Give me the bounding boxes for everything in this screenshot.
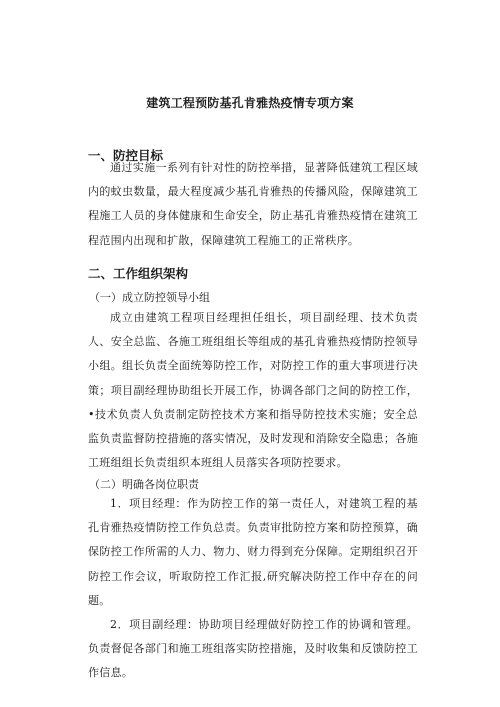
section-1-body [88, 156, 418, 253]
subsection-1-heading: （一）成立防控领导小组 [89, 291, 210, 304]
section-1-paragraph: 通过实施一系列有针对性的防控举措，显著降低建筑工程区域内的蚊虫数量，最大程度减少基孔肯雅热的传播风险，保障建筑工程施工人员的身体健康和生命安全，防止基孔肯雅热疫情在建筑工程范围内出现和扩散，保障建筑工程施工的正常秩序。 [88, 161, 418, 247]
section-2-heading: 二、工作组织架构 [88, 266, 189, 281]
document-title: 建筑工程预防基孔肯雅热疫情专项方案 [146, 96, 354, 110]
subsection-1-body [88, 306, 418, 475]
duty-item-1: 1．项目经理：作为防控工作的第一责任人，对建筑工程的基孔肯雅热疫情防控工作负总责。负责审批防控方案和防控预算，确保防控工作所需的人力、物力、财力得到充分保障。定期组织召开防控工作会议，听取防控工作汇报,研究解决防控工作中存在的问题。 [88, 497, 418, 607]
duty-item-2: 2．项目副经理：协助项目经理做好防控工作的协调和管理。负责督促各部门和施工班组落实防控措施，及时收集和反馈防控工作信息。 [88, 618, 418, 680]
subsection-2-body [88, 492, 418, 686]
subsection-1-paragraph: 成立由建筑工程项目经理担任组长，项目副经理、技术负责人、安全总监、各施工班组组长等组成的基孔肯雅热疫情防控领导小组。组长负责全面统筹防控工作，对防控工作的重大事项进行决策；项目副经理协助组长开展工作，协调各部门之间的防控工作，•技术负责人负责制定防控技术方案和指导防控技术实施；安全总监负责监督防控措施的落实情况，及时发现和消除安全隐患；各施工班组组长负责组织本班组人员落实各项防控要求。 [88, 311, 418, 470]
section-1-heading: 一、防控目标 [88, 148, 164, 163]
subsection-2-heading: （二）明确各岗位职责 [89, 478, 199, 491]
